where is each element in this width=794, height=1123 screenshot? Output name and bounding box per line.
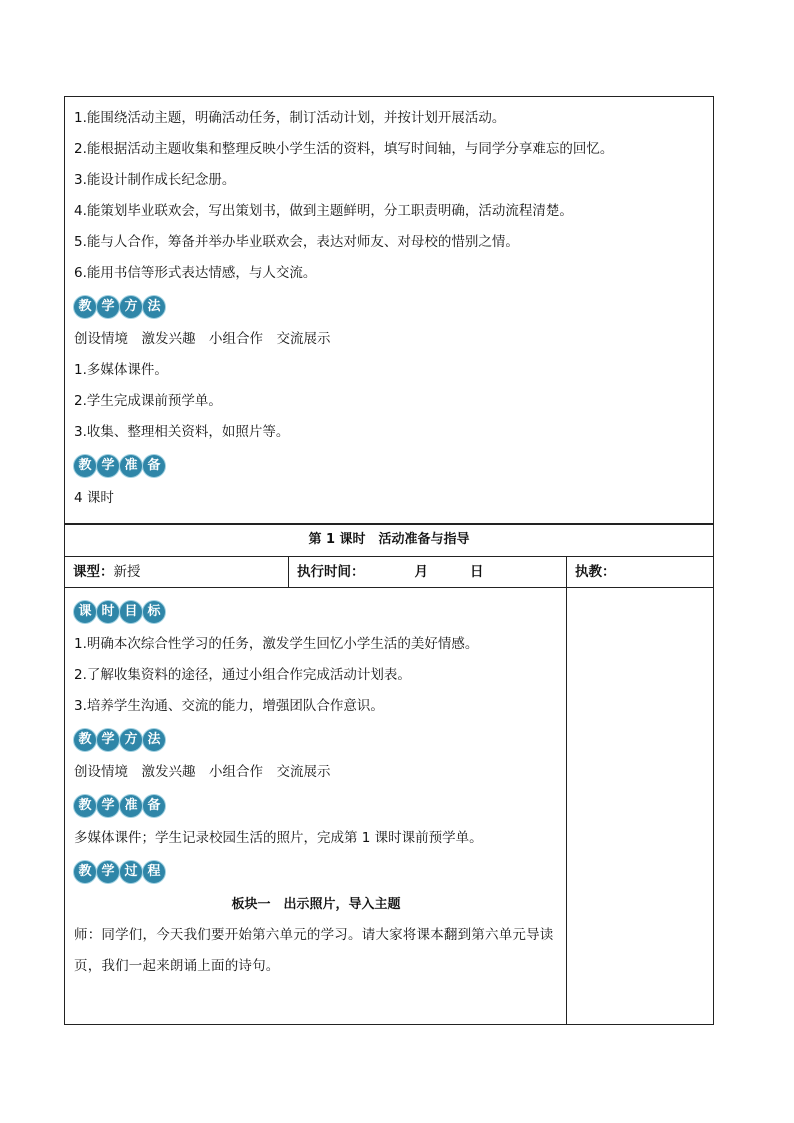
method-item: 1.多媒体课件。 xyxy=(74,362,168,378)
heading-badge: 教 学 方 法 xyxy=(74,296,166,318)
lesson-prep: 多媒体课件；学生记录校园生活的照片，完成第 1 课时课前预学单。 xyxy=(74,830,483,846)
section-heading-prep xyxy=(74,448,705,483)
lesson-title: 第 1 课时 活动准备与指导 xyxy=(64,524,714,556)
lesson-methods: 创设情境 激发兴趣 小组合作 交流展示 xyxy=(74,764,331,780)
execution-time-cell: 执行时间： 月 日 xyxy=(289,557,567,587)
lesson-content-cell xyxy=(65,588,567,1024)
section-heading-goal xyxy=(74,594,558,629)
heading-badge: 课 时 目 标 xyxy=(74,601,166,623)
lesson-type-cell: 课型：新授 xyxy=(65,557,289,587)
goal-line: 3.能设计制作成长纪念册。 xyxy=(74,172,236,188)
heading-badge: 教 学 方 法 xyxy=(74,729,166,751)
method-item: 3.收集、整理相关资料，如照片等。 xyxy=(74,424,290,440)
lesson-goal: 3.培养学生沟通、交流的能力，增强团队合作意识。 xyxy=(74,698,384,714)
section-heading-prep xyxy=(74,788,558,823)
heading-badge: 教 学 准 备 xyxy=(74,795,166,817)
goal-line: 6.能用书信等形式表达情感，与人交流。 xyxy=(74,265,317,281)
section-heading-method xyxy=(74,722,558,757)
goal-line: 1.能围绕活动主题，明确活动任务，制订活动计划，并按计划开展活动。 xyxy=(74,110,506,126)
lesson-body-row xyxy=(64,588,714,1025)
heading-badge: 教 学 准 备 xyxy=(74,455,166,477)
methods-line: 创设情境 激发兴趣 小组合作 交流展示 xyxy=(74,331,331,347)
heading-badge: 教 学 过 程 xyxy=(74,861,166,883)
lesson-plan-page xyxy=(64,96,714,1025)
hours-line: 4 课时 xyxy=(74,490,114,506)
notes-cell xyxy=(567,588,713,1024)
lesson-meta-row xyxy=(64,556,714,588)
teacher-speech: 师：同学们，今天我们要开始第六单元的学习。请大家将课本翻到第六单元导读页，我们一起来朗诵上面的诗句。 xyxy=(74,927,554,974)
teacher-cell: 执教： xyxy=(575,564,616,580)
goal-line: 2.能根据活动主题收集和整理反映小学生活的资料，填写时间轴，与同学分享难忘的回忆。 xyxy=(74,141,614,157)
lesson-goal: 1.明确本次综合性学习的任务，激发学生回忆小学生活的美好情感。 xyxy=(74,636,479,652)
unit-overview-cell xyxy=(64,96,714,524)
method-item: 2.学生完成课前预学单。 xyxy=(74,393,222,409)
section-heading-process xyxy=(74,854,558,889)
goal-line: 5.能与人合作，筹备并举办毕业联欢会，表达对师友、对母校的惜别之情。 xyxy=(74,234,519,250)
block-title: 板块一 出示照片，导入主题 xyxy=(231,897,401,912)
lesson-goal: 2.了解收集资料的途径，通过小组合作完成活动计划表。 xyxy=(74,667,411,683)
section-heading-method xyxy=(74,289,705,324)
goal-line: 4.能策划毕业联欢会，写出策划书，做到主题鲜明，分工职责明确，活动流程清楚。 xyxy=(74,203,573,219)
